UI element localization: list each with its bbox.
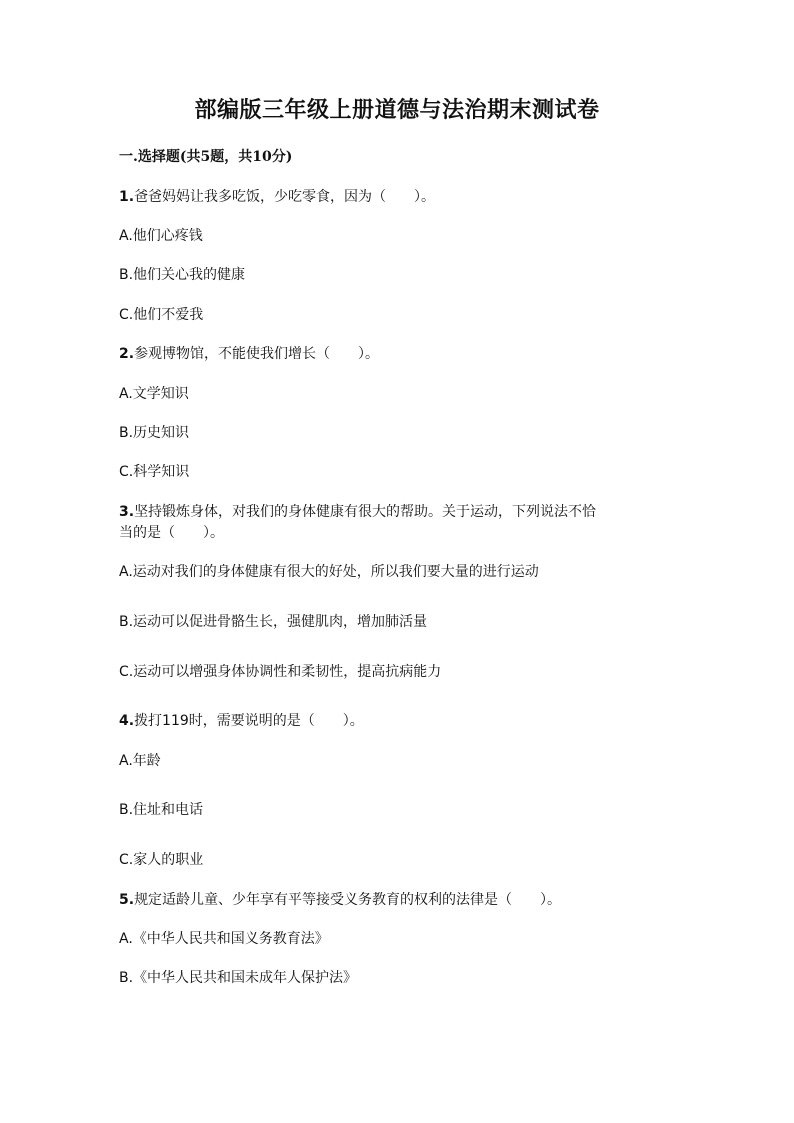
question-text: 坚持锻炼身体，对我们的身体健康有很大的帮助。关于运动，下列说法不恰: [134, 504, 597, 520]
question-text: 规定适龄儿童、少年享有平等接受义务教育的权利的法律是（ ）。: [134, 892, 562, 908]
question-1-option-c: C.他们不爱我: [119, 307, 204, 323]
question-3-stem-line1: [119, 501, 679, 523]
question-3-option-b: B.运动可以促进骨骼生长，强健肌肉，增加肺活量: [119, 614, 428, 630]
question-number: 2.: [119, 346, 135, 362]
question-5-option-a: A.《中华人民共和国义务教育法》: [119, 931, 329, 947]
question-text: 爸爸妈妈让我多吃饭，少吃零食，因为（ ）。: [134, 189, 436, 205]
exam-title: 部编版三年级上册道德与法治期末测试卷: [194, 97, 600, 123]
question-number: 4.: [119, 713, 135, 729]
question-3-stem-line2: 当的是（ ）。: [119, 525, 224, 541]
question-1-stem: [119, 186, 679, 208]
question-1-option-b: B.他们关心我的健康: [119, 267, 246, 283]
question-4-option-a: A.年龄: [119, 753, 161, 769]
question-4-option-c: C.家人的职业: [119, 852, 204, 868]
question-3-option-c: C.运动可以增强身体协调性和柔韧性，提高抗病能力: [119, 664, 442, 680]
question-1-option-a: A.他们心疼钱: [119, 228, 203, 244]
question-text: 参观博物馆，不能使我们增长（ ）。: [134, 346, 380, 362]
question-2-option-b: B.历史知识: [119, 425, 190, 441]
question-number: 5.: [119, 892, 135, 908]
question-4-option-b: B.住址和电话: [119, 802, 204, 818]
question-2-option-c: C.科学知识: [119, 464, 190, 480]
question-5-stem: [119, 889, 679, 911]
question-3-option-a: A.运动对我们的身体健康有很大的好处，所以我们要大量的进行运动: [119, 564, 539, 580]
section-heading: 一.选择题(共5题，共10分): [119, 149, 293, 165]
question-2-stem: [119, 343, 679, 365]
question-text: 拨打119时，需要说明的是（ ）。: [134, 713, 364, 729]
question-2-option-a: A.文学知识: [119, 386, 189, 402]
question-number: 3.: [119, 504, 135, 520]
question-4-stem: [119, 710, 679, 732]
question-number: 1.: [119, 189, 135, 205]
question-5-option-b: B.《中华人民共和国未成年人保护法》: [119, 970, 358, 986]
